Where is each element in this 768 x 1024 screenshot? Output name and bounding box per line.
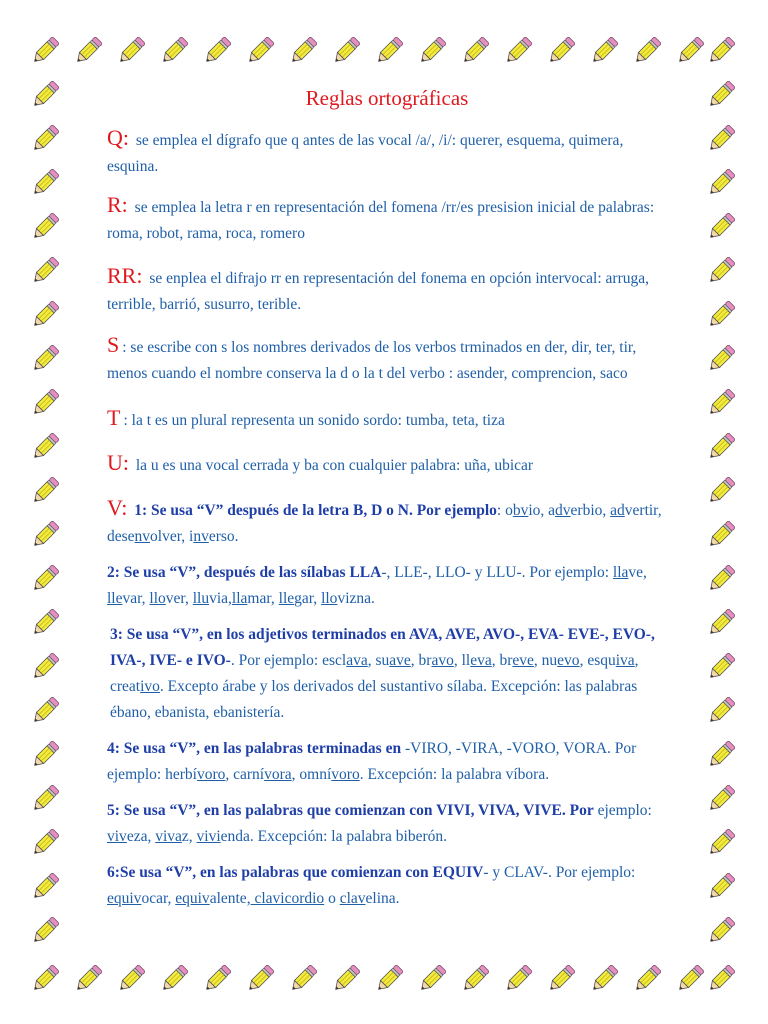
pencil-icon [370,958,410,998]
pencil-icon [370,30,410,70]
rule-lead: 4: Se usa “V”, en las palabras terminadas en [107,740,402,757]
rule-text: : la t es un plural representa un sonido sordo: tumba, teta, tiza [123,412,505,429]
rule-text: enda. Excepción: la palabra biberón. [220,828,448,845]
pencil-icon [198,30,238,70]
rule-text: , br [491,652,513,669]
pencil-icon [112,958,152,998]
v-rule-2 [107,560,667,612]
example-fragment: clavicordio [250,890,325,907]
pencil-icon [69,30,109,70]
pencil-icon [26,162,66,202]
example-fragment: evo [557,652,580,669]
rule-text: , br [410,652,432,669]
pencil-icon [702,910,742,950]
pencil-icon [198,958,238,998]
rule-rr [107,263,667,318]
rule-text: . Por ejemplo: escl [230,652,347,669]
pencil-icon [26,74,66,114]
pencil-icon [26,734,66,774]
example-fragment: llo [149,590,166,607]
pencil-icon [26,470,66,510]
rule-text: elina. [365,890,400,907]
rule-lead: 5: Se usa “V”, en las palabras que comienzan con VIVI, VIVA, VIVE. Por [107,802,594,819]
example-fragment: clav [339,890,366,907]
pencil-icon [26,514,66,554]
rule-text: gar, [294,590,322,607]
example-fragment: llu [192,590,210,607]
pencil-icon [702,734,742,774]
pencil-icon [26,958,66,998]
rule-text: se emplea el dígrafo que q antes de las vocal /a/, /i/: querer, esquema, quimera, esquina. [107,132,624,175]
rule-s [107,332,667,387]
pencil-icon [628,958,668,998]
pencil-icon [702,338,742,378]
rule-key: S [107,332,120,357]
rule-text: ver, [165,590,193,607]
example-fragment: iva [615,652,635,669]
pencil-icon [702,118,742,158]
rule-text: . Excepción: la palabra víbora. [359,766,550,783]
pencil-icon [702,514,742,554]
rule-text: , omní [291,766,332,783]
pencil-icon [413,30,453,70]
example-fragment: lla [612,564,629,581]
rule-t [107,405,667,434]
pencil-icon [702,602,742,642]
rule-text: vizna. [337,590,375,607]
pencil-icon [702,250,742,290]
pencil-icon [413,958,453,998]
example-fragment: viv [107,828,127,845]
pencil-icon [702,866,742,906]
pencil-icon [702,558,742,598]
rule-text: z, [181,828,197,845]
pencil-icon [456,958,496,998]
pencil-icon [702,206,742,246]
example-fragment: viva [155,828,182,845]
pencil-icon [628,30,668,70]
rule-key: T [107,405,121,430]
v-rule-1 [107,495,667,550]
example-fragment: lle [278,590,295,607]
rule-lead: 6:Se usa “V”, en las palabras que comienzan con EQUIV [107,864,484,881]
rule-text: se emplea la letra r en representación del fomena /rr/es presision inicial de palabras: roma, robot, rama, roca, romero [107,199,655,242]
pencil-icon [241,30,281,70]
pencil-icon [26,382,66,422]
example-fragment: voro [196,766,226,783]
pencil-icon [26,646,66,686]
example-fragment: lle [107,590,123,607]
example-fragment: ad [610,502,625,519]
pencil-icon [702,30,742,70]
pencil-icon [26,426,66,466]
pencil-icon [327,30,367,70]
example-fragment: bv [512,502,529,519]
rule-text: eza, [126,828,156,845]
pencil-icon [26,822,66,862]
pencil-icon [499,958,539,998]
rule-lead: 2: Se usa “V”, después de las sílabas LLA [107,564,382,581]
pencil-icon [702,958,742,998]
rule-text: olver, i [150,528,194,545]
example-fragment: avo [431,652,454,669]
rule-text: erbio, [570,502,611,519]
v-rule-6 [107,860,667,912]
pencil-icon [26,338,66,378]
rule-key: RR: [107,263,143,288]
pencil-icon [702,822,742,862]
rule-text: via, [209,590,232,607]
pencil-icon [155,958,195,998]
pencil-icon [155,30,195,70]
pencil-icon [26,690,66,730]
rule-lead: 1: Se usa “V” después de la letra B, D o N. Por ejemplo [130,502,497,519]
rule-lead: 3: Se usa “V”, en los adjetivos terminados en AVA, AVE, AVO-, EVA- EVE-, EVO-, IVA-, IVE- e IVO- [110,626,655,669]
rule-text: . Excepto árabe y los derivados del sustantivo sílaba. Excepción: las palabras ébano, ebanista, ebanistería. [110,678,638,721]
rule-text: -, LLE-, LLO- y LLU-. Por ejemplo: [381,564,613,581]
rule-key: U: [107,450,129,475]
rule-text: ve, [628,564,647,581]
rule-text: alente, [209,890,251,907]
rule-text: - y CLAV-. Por ejemplo: [483,864,636,881]
pencil-icon [26,206,66,246]
pencil-icon [26,118,66,158]
pencil-icon [241,958,281,998]
rule-text: , nu [533,652,558,669]
rule-text: ejemplo: [593,802,652,819]
rule-text: o [324,890,340,907]
example-fragment: eva [470,652,492,669]
pencil-icon [702,382,742,422]
rule-q [107,125,667,180]
pencil-icon [585,30,625,70]
rule-key: V: [107,495,128,520]
pencil-icon [702,470,742,510]
rule-text: la u es una vocal cerrada y ba con cualquier palabra: uña, ubicar [132,457,534,474]
rule-r [107,192,667,247]
rule-text: : se escribe con s los nombres derivados de los verbos trminados en der, dir, ter, tir, menos cuando el nombre conserva la d o la t del verbo : asender, comprencion, saco [107,339,637,382]
pencil-icon [26,558,66,598]
pencil-icon [284,958,324,998]
example-fragment: vivi [196,828,221,845]
rule-text: , carní [225,766,265,783]
rule-text: io, a [528,502,556,519]
pencil-icon [26,602,66,642]
rule-u [107,450,667,479]
pencil-icon [702,74,742,114]
rule-text: se enplea el difrajo rr en representación del fonema en opción intervocal: arruga, terrible, barrió, susurro, terible. [107,270,649,313]
pencil-icon [26,250,66,290]
rule-text: , ll [453,652,471,669]
example-fragment: ave [389,652,411,669]
pencil-icon [456,30,496,70]
document-content [107,86,667,928]
rule-key: R: [107,192,128,217]
example-fragment: ava [346,652,368,669]
pencil-icon [542,30,582,70]
v-rule-3 [107,622,667,726]
pencil-icon [26,778,66,818]
example-fragment: vora [264,766,292,783]
example-fragment: eve [512,652,534,669]
example-fragment: nv [193,528,209,545]
pencil-icon [69,958,109,998]
pencil-icon [702,778,742,818]
pencil-icon [327,958,367,998]
pencil-icon [26,294,66,334]
example-fragment: equiv [175,890,210,907]
rule-text: , su [367,652,390,669]
pencil-icon [542,958,582,998]
rule-text: mar, [247,590,279,607]
v-rule-5 [107,798,667,850]
page-title: Reglas ortográficas [305,86,469,110]
pencil-icon [702,294,742,334]
example-fragment: equiv [107,890,142,907]
pencil-icon [284,30,324,70]
rule-text: ocar, [141,890,176,907]
rule-text: var, [122,590,150,607]
rule-text: , creat [110,652,639,695]
rule-text: vertir, dese [107,502,662,545]
example-fragment: lla [231,590,248,607]
pencil-icon [26,866,66,906]
example-fragment: voro [331,766,360,783]
example-fragment: ivo [140,678,160,695]
example-fragment: nv [134,528,151,545]
rule-key: Q: [107,125,129,150]
v-rule-4 [107,736,667,788]
pencil-icon [26,30,66,70]
pencil-icon [499,30,539,70]
example-fragment: dv [555,502,571,519]
rule-text: : o [496,502,513,519]
rule-text: -VIRO, -VIRA, -VORO, VORA. Por ejemplo: herbí [107,740,637,783]
example-fragment: llo [321,590,338,607]
pencil-icon [26,910,66,950]
pencil-icon [702,426,742,466]
pencil-icon [702,162,742,202]
pencil-icon [702,646,742,686]
rule-text: , esqu [579,652,616,669]
pencil-icon [585,958,625,998]
rule-text: erso. [208,528,239,545]
pencil-icon [702,690,742,730]
pencil-icon [112,30,152,70]
